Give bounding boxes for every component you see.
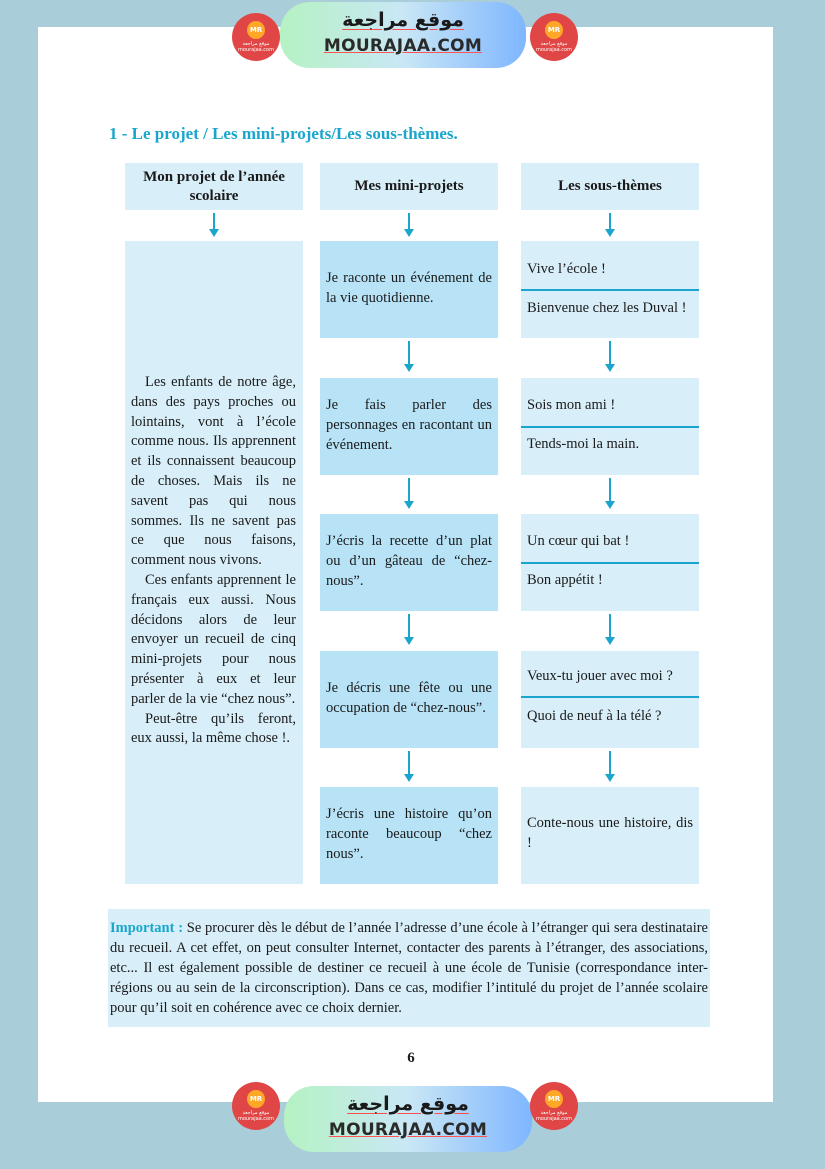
logo-text-ar: موقع مراجعة <box>540 41 568 47</box>
logo-badge: MR <box>247 1090 265 1108</box>
sous-theme-text: Veux-tu jouer avec moi ? <box>527 668 673 684</box>
header-projet-label: Mon projet de l’année scolaire <box>143 168 285 204</box>
header-sous-themes <box>521 163 699 210</box>
projet-paragraph: Peut-être qu’ils feront, eux aussi, la même chose !. <box>131 710 296 747</box>
logo-text-url: mourajaa.com <box>535 47 572 53</box>
watermark-banner-top[interactable] <box>280 2 526 68</box>
arrow-down-icon <box>609 213 611 234</box>
important-label: Important : <box>110 920 184 936</box>
mini-projet-text: J’écris une histoire qu’on raconte beaucoup “chez nous”. <box>326 806 492 862</box>
mini-projet-box <box>320 514 498 611</box>
projet-paragraph: Ces enfants apprennent le français eux aussi. Nous décidons alors de leur envoyer un recueil de cinq mini-projets pour nous présenter à eux et leur parler de la vie “chez nous”. <box>131 571 296 707</box>
watermark-banner-bottom[interactable] <box>284 1086 532 1152</box>
logo-badge: MR <box>545 1090 563 1108</box>
logo-text-ar: موقع مراجعة <box>540 1110 568 1116</box>
arrow-down-icon <box>609 751 611 779</box>
sous-theme-text: Bienvenue chez les Duval ! <box>527 300 687 316</box>
important-note <box>110 918 708 1018</box>
logo-bottom-right <box>530 1082 578 1130</box>
mini-projet-text: Je raconte un événement de la vie quotidienne. <box>326 270 492 306</box>
important-text: Se procurer dès le début de l’année l’adresse d’une école à l’étranger qui sera destinataire du recueil. A cet effet, on peut consulter Internet, contacter des parents à l’étranger, des associations, etc... Il est également possible de destiner ce recueil à une école de Tunisie (correspondance inter-régions ou au sein de la circonscription). Dans ce cas, modifier l’intitulé du projet de l’année scolaire pour qu’il soit en cohérence avec ce choix dernier. <box>110 920 708 1016</box>
sous-theme-box <box>521 514 699 611</box>
logo-text-url: mourajaa.com <box>237 1116 274 1122</box>
logo-bottom-left <box>232 1082 280 1130</box>
sous-theme-text: Bon appétit ! <box>527 572 603 588</box>
arrow-down-icon <box>408 478 410 506</box>
sous-theme-box <box>521 787 699 884</box>
section-title: 1 - Le projet / Les mini-projets/Les sous-thèmes. <box>109 124 458 143</box>
sous-theme-text: Quoi de neuf à la télé ? <box>527 708 662 724</box>
logo-text-url: mourajaa.com <box>237 47 274 53</box>
arrow-down-icon <box>609 614 611 642</box>
mini-projet-box <box>320 787 498 884</box>
logo-badge: MR <box>545 21 563 39</box>
watermark-latin: MOURAJAA.COM <box>323 36 483 56</box>
logo-badge: MR <box>247 21 265 39</box>
arrow-down-icon <box>213 213 215 234</box>
arrow-down-icon <box>408 751 410 779</box>
sous-theme-text: Tends-moi la main. <box>527 436 640 452</box>
sous-theme-box <box>521 651 699 748</box>
sous-theme-text: Vive l’école ! <box>527 261 606 277</box>
arrow-down-icon <box>408 213 410 234</box>
logo-top-left <box>232 13 280 61</box>
arrow-down-icon <box>609 478 611 506</box>
projet-text <box>131 373 296 749</box>
mini-projet-text: Je décris une fête ou une occupation de “chez-nous”. <box>326 680 492 716</box>
watermark-latin: MOURAJAA.COM <box>328 1120 488 1140</box>
page-number: 6 <box>407 1050 415 1066</box>
mini-projet-box <box>320 378 498 475</box>
arrow-down-icon <box>408 341 410 369</box>
sous-theme-text: Conte-nous une histoire, dis ! <box>527 815 693 851</box>
sous-theme-box <box>521 378 699 475</box>
sous-theme-divider <box>521 562 699 564</box>
projet-paragraph: Les enfants de notre âge, dans des pays proches ou lointains, vont à l’école comme nous. Ils apprennent et ils connaissent beaucoup de choses. Mais ils ne savent pas qui nous sommes. Ils ne savent pas ce que nous faisons, comment nous vivons. <box>131 374 296 569</box>
watermark-arabic: موقع مراجعة <box>347 1093 469 1115</box>
sous-theme-box <box>521 241 699 338</box>
logo-text-ar: موقع مراجعة <box>242 1110 270 1116</box>
header-mini-projets-label: Mes mini-projets <box>354 178 464 194</box>
header-sous-themes-label: Les sous-thèmes <box>558 178 662 194</box>
mini-projet-box <box>320 651 498 748</box>
sous-theme-divider <box>521 289 699 291</box>
header-mini-projets <box>320 163 498 210</box>
logo-text-url: mourajaa.com <box>535 1116 572 1122</box>
sous-theme-divider <box>521 426 699 428</box>
logo-top-right <box>530 13 578 61</box>
arrow-down-icon <box>609 341 611 369</box>
header-projet <box>125 163 303 210</box>
sous-theme-divider <box>521 696 699 698</box>
sous-theme-text: Un cœur qui bat ! <box>527 533 630 549</box>
mini-projet-box <box>320 241 498 338</box>
watermark-arabic: موقع مراجعة <box>342 9 464 31</box>
sous-theme-text: Sois mon ami ! <box>527 397 616 413</box>
arrow-down-icon <box>408 614 410 642</box>
logo-text-ar: موقع مراجعة <box>242 41 270 47</box>
mini-projet-text: Je fais parler des personnages en racontant un événement. <box>326 397 492 453</box>
mini-projet-text: J’écris la recette d’un plat ou d’un gâteau de “chez-nous”. <box>326 533 492 589</box>
